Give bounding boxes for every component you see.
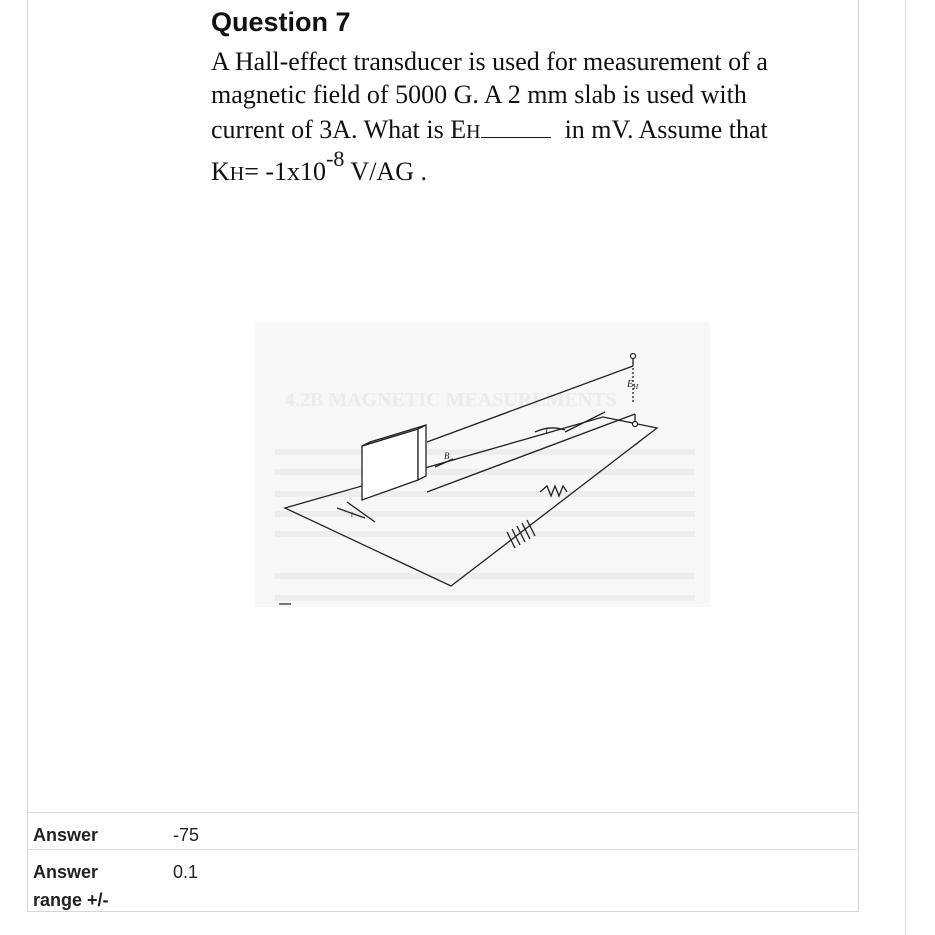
- formula-mid: = -1x10: [244, 157, 327, 186]
- question-line-3-prefix: current of 3A. What is E: [211, 115, 467, 144]
- kh-formula: [211, 146, 427, 187]
- question-line-2: magnetic field of 5000 G. A 2 mm slab is used with: [211, 80, 747, 109]
- question-line-1: A Hall-effect transducer is used for measurement of a: [211, 47, 768, 76]
- answer-table: [28, 812, 858, 913]
- hall-effect-diagram: [255, 322, 710, 607]
- i-label: I: [545, 426, 548, 436]
- formula-exponent: -8: [326, 146, 345, 172]
- t-label: t: [351, 510, 354, 519]
- eh-terminal-top: [631, 354, 636, 359]
- eh-label: $E_H$: [627, 379, 639, 391]
- question-title: Question 7: [211, 7, 351, 37]
- question-text: [211, 45, 841, 149]
- answer-range-row: [28, 849, 858, 913]
- question-line-3: [211, 111, 841, 149]
- answer-range-label: Answer range +/-: [33, 862, 109, 910]
- figure-background: [255, 322, 710, 607]
- answer-range-value: 0.1: [173, 862, 199, 882]
- answer-value: -75: [173, 825, 200, 845]
- scroll-divider: [905, 0, 906, 935]
- eh-subscript: H: [466, 121, 481, 143]
- figure-watermark: 4.2B MAGNETIC MEASUREMENTS: [285, 389, 617, 411]
- eh-terminal-bottom: [633, 422, 638, 427]
- formula-k: K: [211, 157, 230, 186]
- b-label: B: [444, 451, 450, 461]
- answer-row: [28, 812, 858, 849]
- formula-k-subscript: H: [229, 163, 245, 185]
- hall-slab-side: [418, 425, 426, 480]
- question-line-3-suffix: in mV. Assume that: [564, 115, 768, 144]
- formula-unit: V/AG .: [344, 157, 427, 186]
- answer-label: Answer: [33, 825, 99, 845]
- answer-blank: [481, 111, 551, 138]
